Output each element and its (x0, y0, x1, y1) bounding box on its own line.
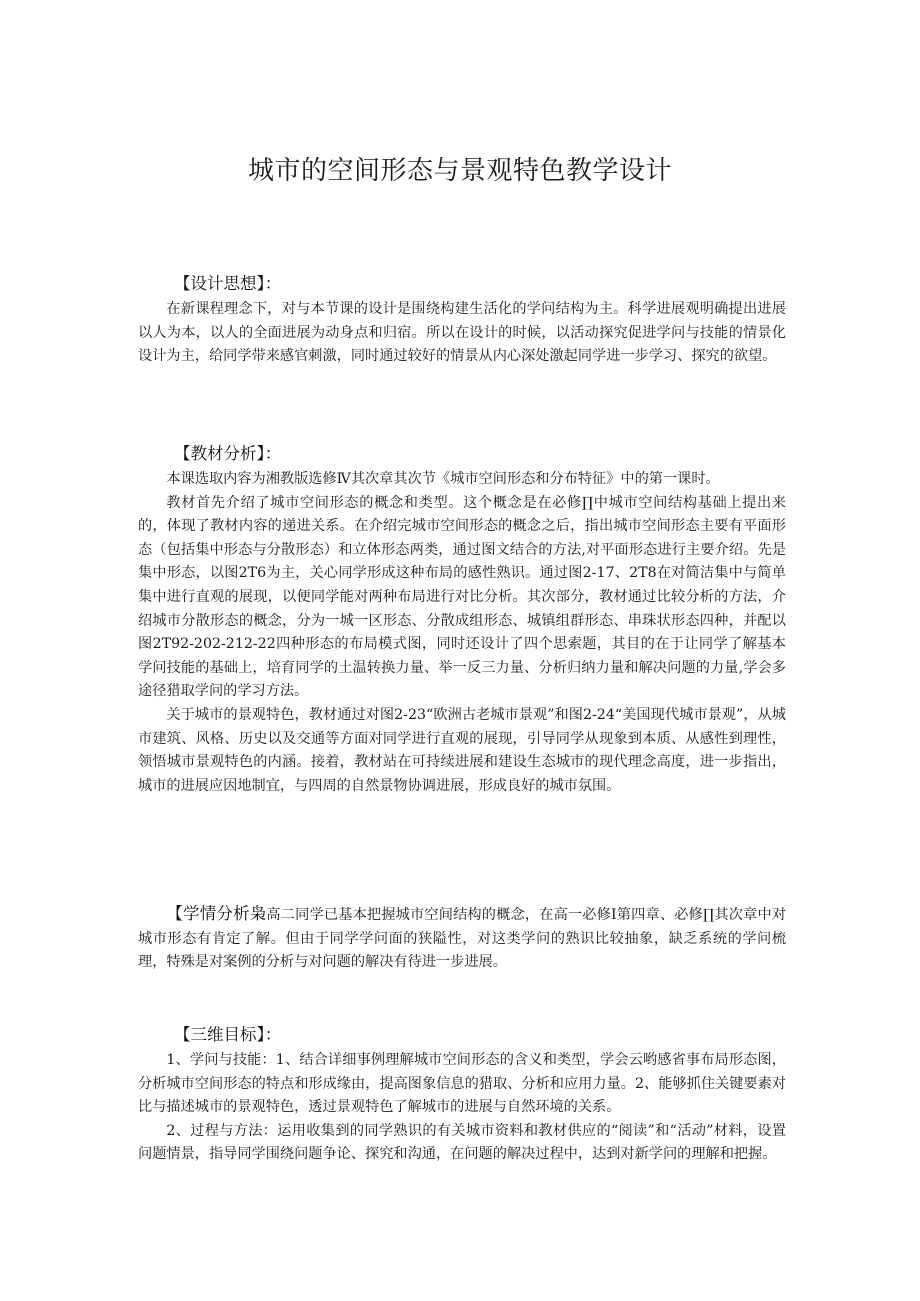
section-heading-material-analysis: 【教材分析】： (174, 444, 282, 463)
paragraph-material-spatial-forms: 教材首先介绍了城市空间形态的概念和类型。这个概念是在必修∏中城市空间结构基础上提出来的，体现了教材内容的递进关系。在介绍完城市空间形态的概念之后，指出城市空间形态主要有平面形态（包括集中形态与分散形态）和立体形态两类，通过图文结合的方法,对平面形态进行主要介绍。先是集中形态，以图2T6为主，关心同学形成这种布局的感性熟识。通过图2-17、2T8在对简洁集中与简单集中进行直观的展现，以便同学能对两种布局进行对比分析。其次部分，教材通过比较分析的方法，介绍城市分散形态的概念，分为一城一区形态、分散成组形态、城镇组群形态、串珠状形态四种，并配以图2T92-202-212-22四种形态的布局模式图，同时还设计了四个思索题，其目的在于让同学了解基本学问技能的基础上，培育同学的土温转换力量、举一反三力量、分析归纳力量和解决问题的力量,学会多途径猎取学问的学习方法。 (138, 494, 786, 700)
paragraph-design-thinking: 在新课程理念下，对与本节课的设计是围绕构建生活化的学问结构为主。科学进展观明确提出进展以人为本，以人的全面进展为动身点和归宿。所以在设计的时候，以活动探究促进学问与技能的情景化设计为主，给同学带来感官刺激，同时通过较好的情景从内心深处激起同学进一步学习、探究的欲望。 (138, 301, 786, 365)
student-analysis-text-first: 高二同学已基本把握城市空间结构的概念，在高一必修Ⅰ第四章、必修∏ (266, 907, 715, 923)
section-three-dimensional-goals (138, 1023, 786, 1167)
paragraph-student-analysis (138, 902, 786, 975)
paragraph-material-landscape: 关于城市的景观特色，教材通过对图2-23“欧洲古老城市景观”和图2-24“美国现代城市景观”，从城市建筑、风格、历史以及交通等方面对同学进行直观的展现，引导同学从现象到本质、从感性到理性，领悟城市景观特色的内涵。接着，教材站在可持续进展和建设生态城市的现代理念高度，进一步指出，城市的进展应因地制宜，与四周的自然景物协调进展，形成良好的城市氛围。 (138, 706, 786, 794)
document-title: 城市的空间形态与景观特色教学设计 (247, 156, 672, 186)
section-design-thinking (138, 272, 786, 369)
section-heading-student-analysis: 【学情分析枭 (166, 904, 267, 923)
section-heading-goals: 【三维目标】： (174, 1025, 282, 1044)
student-analysis-text-rest: 其次章中对城市形态有肯定了解。但由于同学学问面的狭隘性，对这类学问的熟识比较抽象，缺乏系统的学问梳理，特殊是对案例的分析与对问题的解决有待进一步进展。 (138, 907, 787, 971)
paragraph-material-intro: 本课选取内容为湘教版选修Ⅳ其次章其次节《城市空间形态和分布特征》中的第一课时。 (166, 471, 720, 487)
section-material-analysis (138, 442, 786, 798)
paragraph-goal-knowledge-skills: 1、学问与技能：1、结合详细事例理解城市空间形态的含义和类型，学会云哟感省事布局形态图，分析城市空间形态的特点和形成缘由，提高图象信息的猎取、分析和应用力量。2、能够抓住关键要素对比与描述城市的景观特色，透过景观特色了解城市的进展与自然环境的关系。 (138, 1052, 786, 1116)
section-student-analysis (138, 902, 786, 975)
section-heading-design-thinking: 【设计思想】： (174, 274, 282, 293)
paragraph-goal-process-methods: 2、过程与方法：运用收集到的同学熟识的有关城市资料和教材供应的“阅读”和“活动”材料，设置问题情景，指导同学围绕问题争论、探究和沟通，在问题的解决过程中，达到对新学问的理解和把握。 (138, 1122, 786, 1163)
